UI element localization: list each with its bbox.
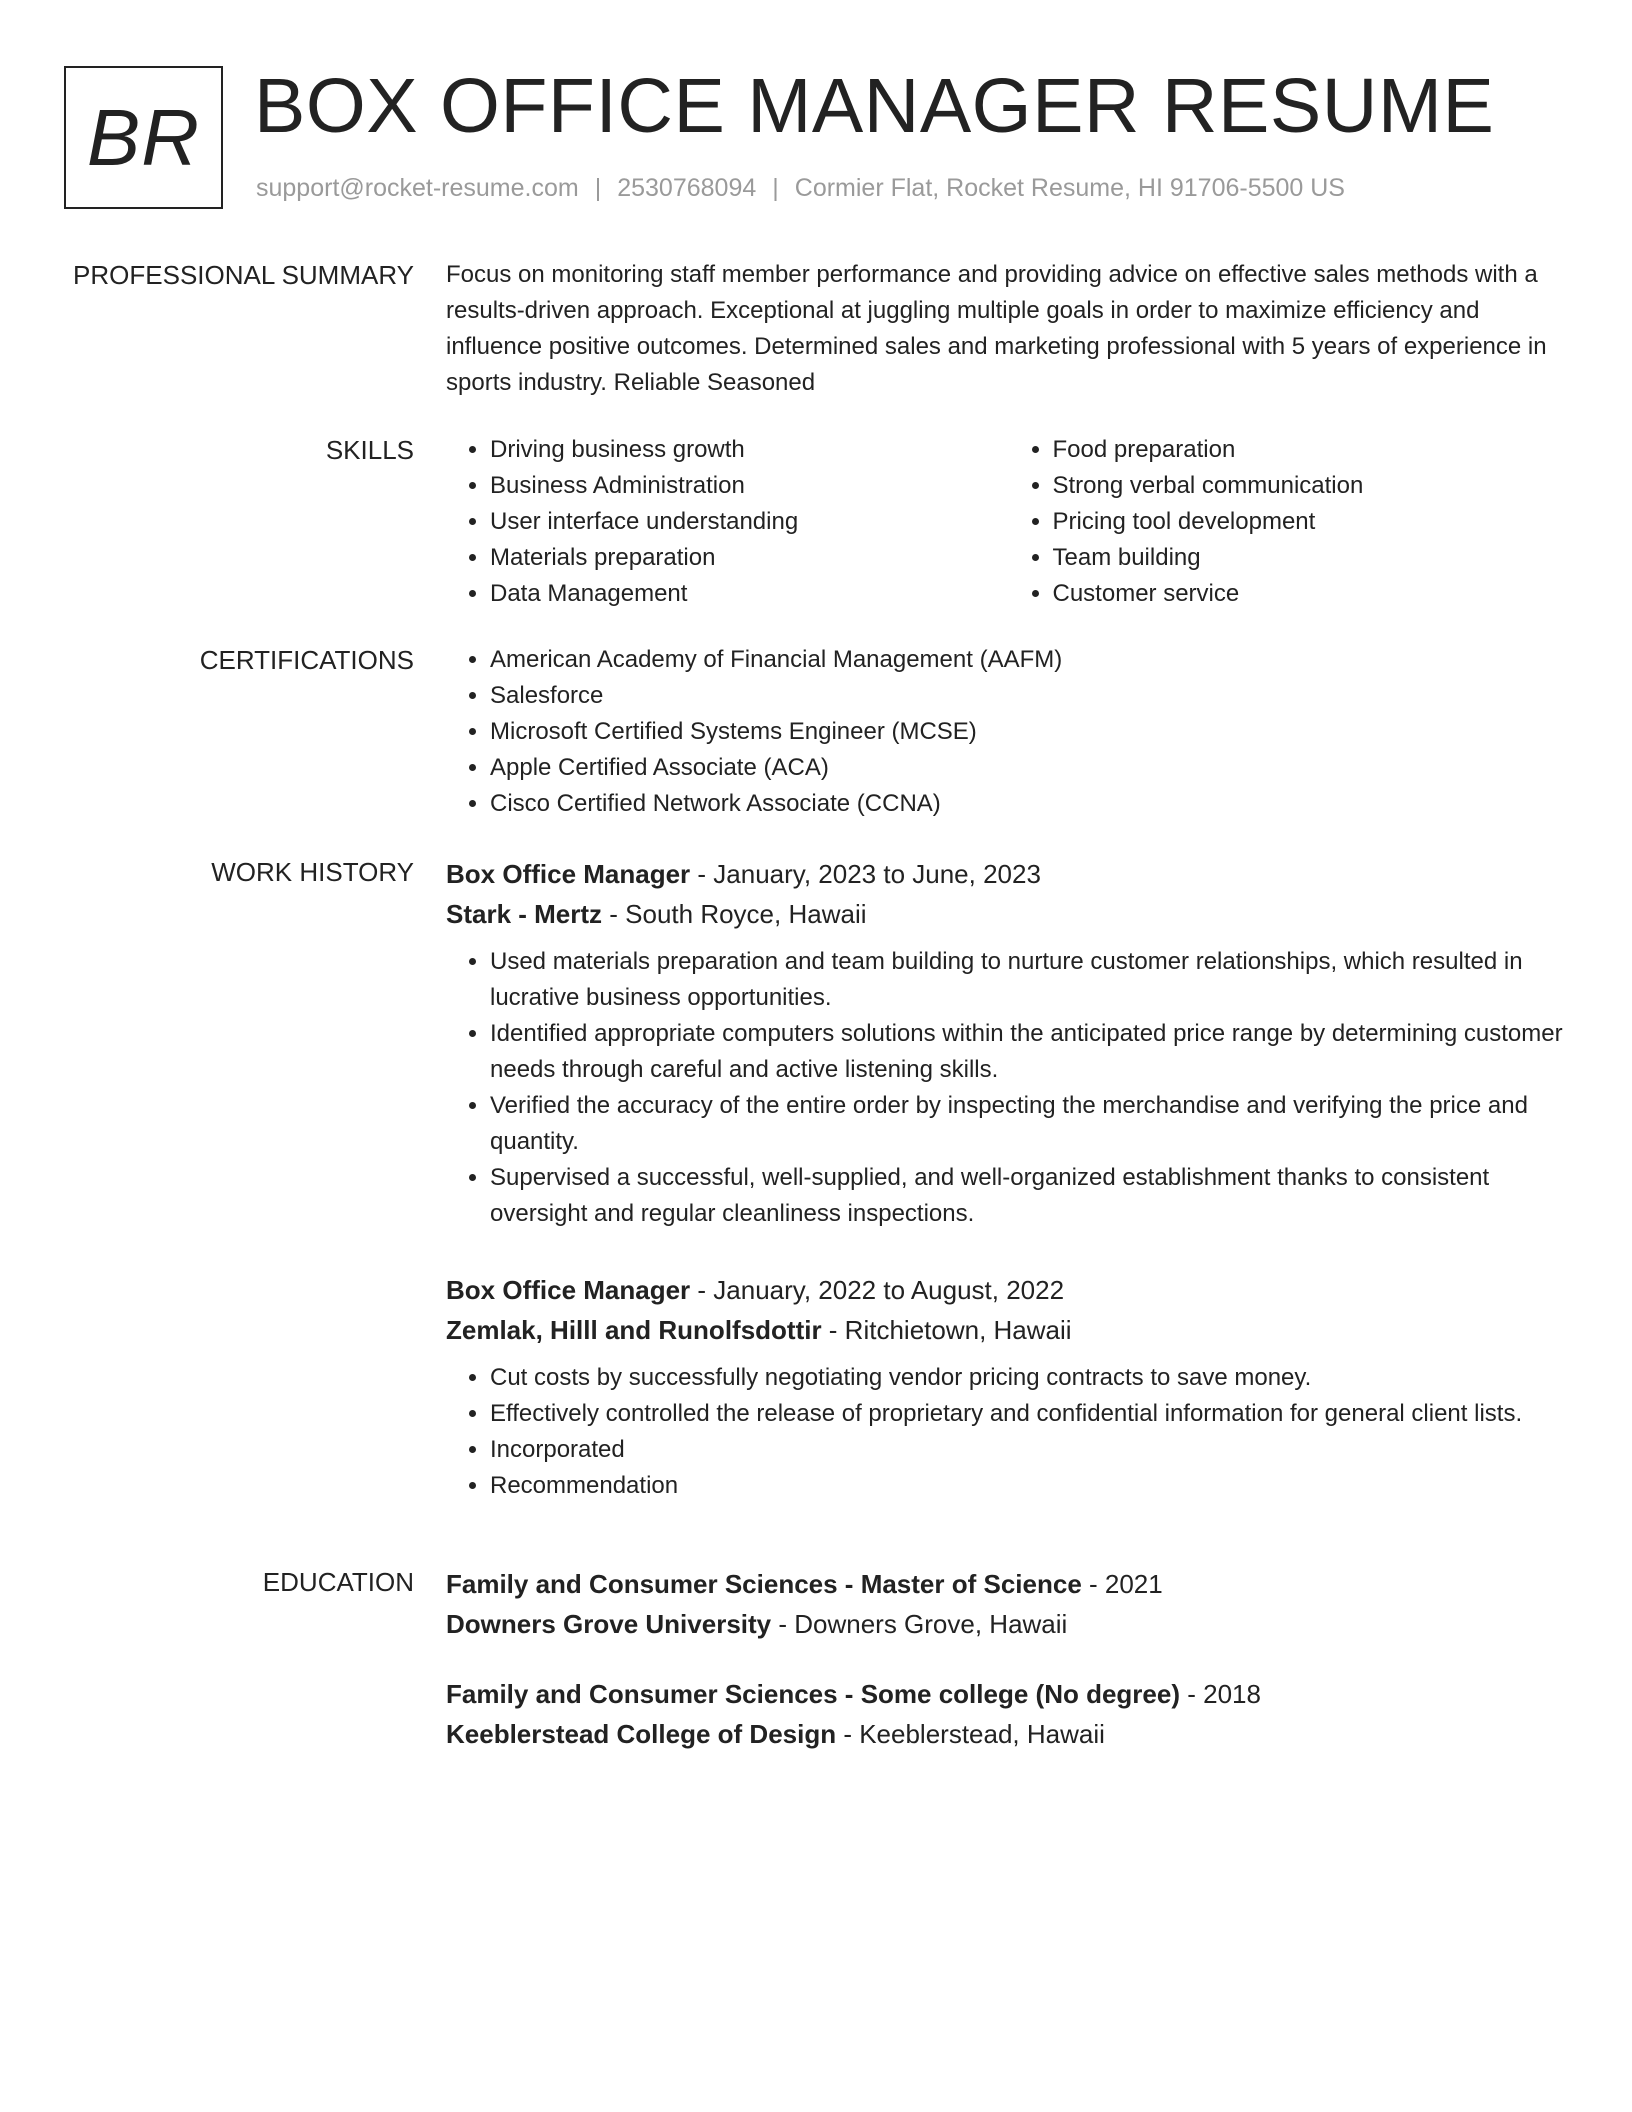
education-location: - Downers Grove, Hawaii <box>771 1609 1068 1639</box>
summary-text: Focus on monitoring staff member performance and providing advice on effective sales methods with a results-driven approach. Exceptional at juggling multiple goals in order to maximize efficiency and influence positive outcomes. Determined sales and marketing professional with 5 years of experience in sports industry. Reliable Seasoned <box>446 261 1547 396</box>
job-employer <box>446 1310 1571 1350</box>
skill-item: • User interface understanding <box>490 504 1009 540</box>
job-duties-list <box>446 1360 1571 1504</box>
certification-item: • Apple Certified Associate (ACA) <box>490 750 1571 786</box>
education-year: - 2021 <box>1081 1569 1163 1599</box>
job-duty: • Verified the accuracy of the entire order by inspecting the merchandise and verifying the price and quantity. <box>490 1088 1571 1160</box>
job-entry <box>446 1270 1571 1504</box>
section-label-summary: PROFESSIONAL SUMMARY <box>73 260 414 290</box>
skills-list-left <box>446 432 1009 612</box>
education-degree: Family and Consumer Sciences - Some college (No degree) <box>446 1679 1180 1709</box>
skill-item: • Materials preparation <box>490 540 1009 576</box>
skill-item: • Driving business growth <box>490 432 1009 468</box>
resume-header <box>64 63 1564 210</box>
job-duty: • Recommendation <box>490 1468 1571 1504</box>
job-dates: - January, 2023 to June, 2023 <box>690 859 1041 889</box>
skill-item: • Business Administration <box>490 468 1009 504</box>
skill-item: • Team building <box>1053 540 1572 576</box>
education-entry <box>446 1564 1571 1644</box>
education-heading <box>446 1564 1571 1604</box>
section-label-skills: SKILLS <box>325 435 414 465</box>
job-duty: • Supervised a successful, well-supplied, and well-organized establishment thanks to consistent oversight and regular cleanliness inspections. <box>490 1160 1571 1232</box>
education-school-line <box>446 1604 1571 1644</box>
section-label-certifications: CERTIFICATIONS <box>199 645 414 675</box>
section-label-work: WORK HISTORY <box>211 857 414 887</box>
education-year: - 2018 <box>1180 1679 1261 1709</box>
job-heading <box>446 854 1571 894</box>
job-duty: • Effectively controlled the release of proprietary and confidential information for general client lists. <box>490 1396 1571 1432</box>
monogram-badge: BR <box>64 66 223 209</box>
skill-item: • Food preparation <box>1053 432 1572 468</box>
certification-item: • Cisco Certified Network Associate (CCNA) <box>490 786 1571 822</box>
job-duties-list <box>446 944 1571 1232</box>
contact-separator: | <box>594 174 602 202</box>
contact-email[interactable]: support@rocket-resume.com <box>256 174 579 202</box>
job-location: - Ritchietown, Hawaii <box>821 1315 1072 1345</box>
contact-line <box>256 174 1345 203</box>
contact-separator: | <box>772 174 779 202</box>
contact-address: Cormier Flat, Rocket Resume, HI 91706-5500 US <box>794 174 1345 202</box>
job-duty: • Used materials preparation and team building to nurture customer relationships, which resulted in lucrative business opportunities. <box>490 944 1571 1016</box>
education-school: Keeblerstead College of Design <box>446 1719 837 1749</box>
certification-item: • American Academy of Financial Management (AAFM) <box>490 642 1571 678</box>
certifications-list <box>446 642 1571 822</box>
job-heading <box>446 1270 1571 1310</box>
education-heading <box>446 1674 1571 1714</box>
education-school-line <box>446 1714 1571 1754</box>
education-degree: Family and Consumer Sciences - Master of Science <box>446 1569 1082 1599</box>
education-school: Downers Grove University <box>446 1609 772 1639</box>
skills-list-right <box>1009 432 1572 612</box>
job-title: Box Office Manager <box>446 1275 691 1305</box>
job-duty: • Identified appropriate computers solutions within the anticipated price range by determining customer needs through careful and active listening skills. <box>490 1016 1571 1088</box>
section-label-education: EDUCATION <box>262 1567 414 1597</box>
education-entry <box>446 1674 1571 1754</box>
job-duty: • Cut costs by successfully negotiating vendor pricing contracts to save money. <box>490 1360 1571 1396</box>
job-entry <box>446 854 1571 1232</box>
certification-item: • Microsoft Certified Systems Engineer (MCSE) <box>490 714 1571 750</box>
job-dates: - January, 2022 to August, 2022 <box>690 1275 1065 1305</box>
certification-item: • Salesforce <box>490 678 1571 714</box>
skill-item: • Pricing tool development <box>1053 504 1572 540</box>
job-company: Zemlak, Hilll and Runolfsdottir <box>446 1315 822 1345</box>
skill-item: • Strong verbal communication <box>1053 468 1572 504</box>
job-title: Box Office Manager <box>446 859 691 889</box>
resume-title: BOX OFFICE MANAGER RESUME <box>254 63 1495 149</box>
job-company: Stark - Mertz <box>446 899 603 929</box>
skill-item: • Data Management <box>490 576 1009 612</box>
education-location: - Keeblerstead, Hawaii <box>836 1719 1105 1749</box>
contact-phone[interactable]: 2530768094 <box>617 174 757 202</box>
job-duty: • Incorporated <box>490 1432 1571 1468</box>
skill-item: • Customer service <box>1053 576 1572 612</box>
job-employer <box>446 894 1571 934</box>
job-location: - South Royce, Hawaii <box>602 899 867 929</box>
